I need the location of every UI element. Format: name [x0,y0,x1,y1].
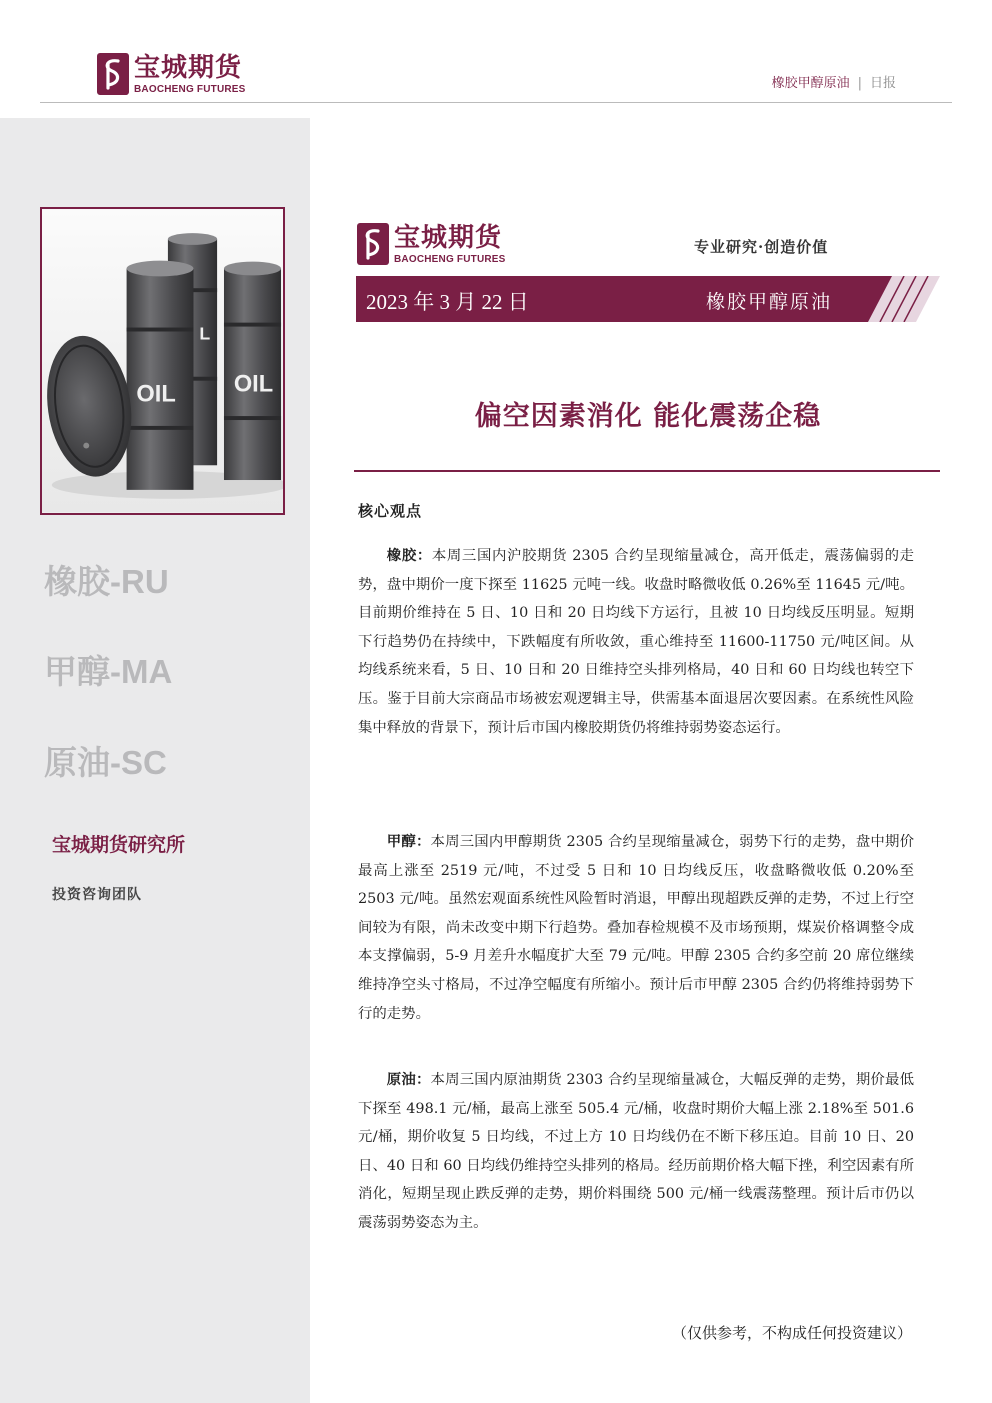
paragraph-methanol [358,828,914,1028]
disclaimer: （仅供参考，不构成任何投资建议） [671,1324,912,1342]
header-separator: | [857,76,862,91]
paragraph-lead: 甲醇： [386,833,431,850]
report-title: 偏空因素消化 能化震荡企稳 [474,401,822,432]
paragraph-crude-oil [358,1066,914,1238]
paragraph-lead: 原油： [386,1071,431,1088]
paragraph-lead: 橡胶： [386,547,432,564]
section-title: 核心观点 [358,502,423,520]
paragraph-text: 本周三国内甲醇期货 2305 合约呈现缩量减仓，弱势下行的走势，盘中期价最高上涨至 2519 元/吨，不过受 5 日和 10 日均线反压，收盘略微收低 0.20%至 2503 元/吨。虽然宏观面系统性风险暂时消退，甲醇出现超跌反弹的走势，不过上行空间较为有限，尚未改变中期下行趋势。叠加春检规模不及市场预期，煤炭价格调整令成本支撑偏弱，5-9 月差升水幅度扩大至 79 元/吨。甲醇 2305 合约多空前 20 席位继续维持净空头寸格局，不过净空幅度有所缩小。预计后市甲醇 2305 合约仍将维持弱势下行的走势。 [358,834,914,1022]
sidebar-product-crude-oil: 原油-SC [44,744,167,781]
header-report-meta [772,72,896,91]
sidebar-product-rubber: 橡胶-RU [44,563,169,600]
date-banner [356,276,940,322]
baocheng-logo-icon [96,52,130,96]
sidebar-institute: 宝城期货研究所 [52,834,186,856]
header-logo [96,50,266,102]
paragraph-rubber [358,542,914,742]
slogan: 专业研究·创造价值 [694,238,829,256]
banner-category: 橡胶甲醇原油 [706,291,833,313]
paragraph-text: 本周三国内原油期货 2303 合约呈现缩量减仓，大幅反弹的走势，期价最低下探至 498.1 元/桶，最高上涨至 505.4 元/桶，收盘时期价大幅上涨 2.18%至 501.6 元/桶，期价收复 5 日均线，不过上方 10 日均线仍在不断下移压迫。目前 10 日、20 日、40 日和 60 日均线仍维持空头排列的格局。经历前期价格大幅下挫，利空因素有所消化，短期呈现止跌反弹的走势，期价料围绕 500 元/桶一线震荡整理。预计后市仍以震荡弱势姿态为主。 [358,1072,914,1231]
main-logo [356,220,536,272]
oil-barrels-picture [42,209,283,513]
barrel-label: OIL [233,371,274,398]
paragraph-text: 本周三国内沪胶期货 2305 合约呈现缩量减仓，高开低走，震荡偏弱的走势，盘中期价一度下探至 11625 元吨一线。收盘时略微收低 0.26%至 11645 元/吨。目前期价维持在 5 日、10 日和 20 日均线下方运行，且被 10 日均线反压明显。短期下行趋势仍在持续中，下跌幅度有所收敛，重心维持至 11600-11750 元/吨区间。从均线系统来看，5 日、10 日和 20 日维持空头排列格局，40 日和 60 日均线也转空下压。鉴于目前大宗商品市场被宏观逻辑主导，供需基本面退居次要因素。在系统性风险集中释放的背景下，预计后市国内橡胶期货仍将维持弱势姿态运行。 [358,548,914,736]
sidebar-team: 投资咨询团队 [52,887,142,903]
report-date: 2023 年 3 月 22 日 [366,290,529,314]
oil-barrels-image [40,207,285,515]
main-logo-english: BAOCHENG FUTURES [394,254,506,265]
main-logo-text: 宝城期货 [394,223,503,253]
sidebar-product-methanol: 甲醇-MA [44,653,173,690]
header-divider [40,102,952,103]
title-divider [354,470,940,472]
baocheng-logo-icon [356,222,390,266]
header-report-type: 日报 [869,76,896,91]
barrel-label: OIL [136,381,176,408]
header-logo-english: BAOCHENG FUTURES [134,84,246,95]
barrel-label: L [199,323,211,344]
header-logo-text: 宝城期货 [134,53,243,83]
header-category: 橡胶甲醇原油 [771,76,850,91]
